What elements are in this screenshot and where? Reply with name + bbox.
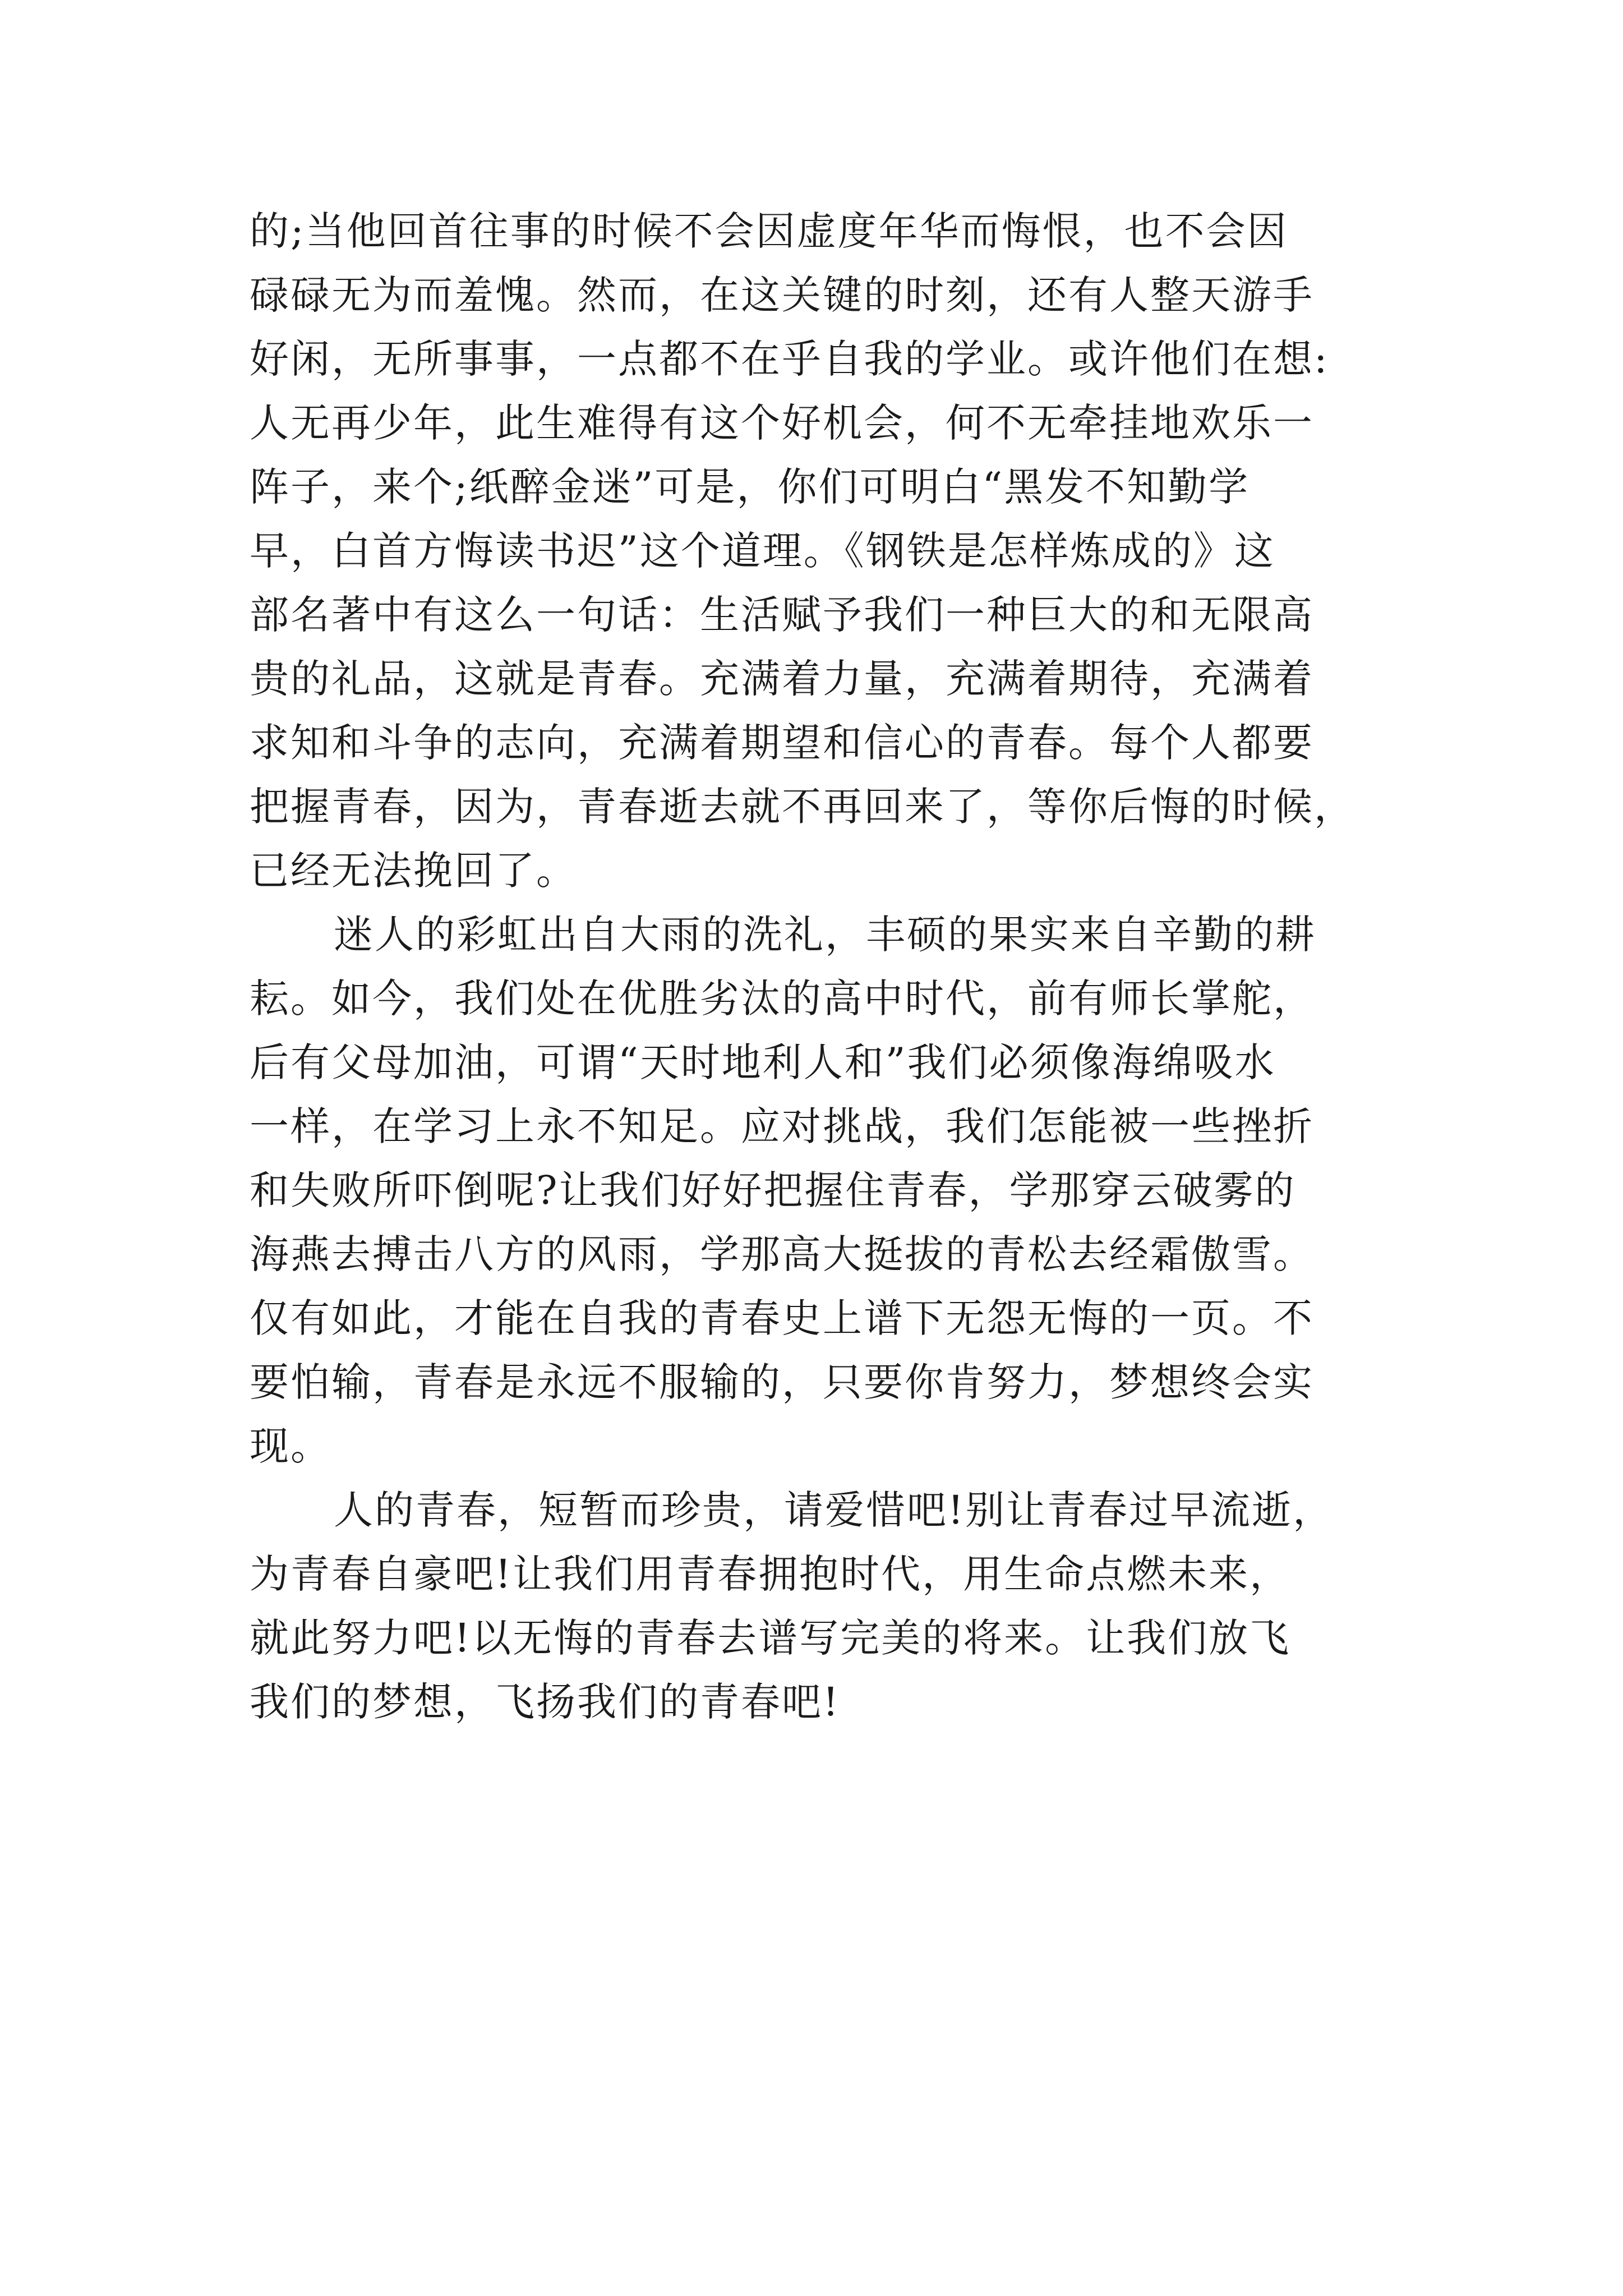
paragraph-line: 仅有如此，才能在自我的青春史上谱下无怨无悔的一页。不 bbox=[250, 1295, 1314, 1341]
paragraph-line: 碌碌无为而羞愧。然而，在这关键的时刻，还有人整天游手 bbox=[250, 272, 1314, 318]
paragraph-line: 好闲，无所事事，一点都不在乎自我的学业。或许他们在想: bbox=[250, 336, 1329, 382]
paragraph-line: 现。 bbox=[250, 1423, 331, 1469]
paragraph-line: 的;当他回首往事的时候不会因虚度年华而悔恨，也不会因 bbox=[250, 208, 1288, 254]
paragraph-line: 后有父母加油，可谓“天时地利人和”我们必须像海绵吸水 bbox=[250, 1039, 1276, 1085]
paragraph-line: 为青春自豪吧!让我们用青春拥抱时代，用生命点燃未来， bbox=[250, 1551, 1291, 1597]
paragraph-line: 要怕输，青春是永远不服输的，只要你肯努力，梦想终会实 bbox=[250, 1359, 1314, 1405]
paragraph-3 bbox=[250, 1478, 1416, 1734]
paragraph-first-line: 迷人的彩虹出自大雨的洗礼，丰硕的果实来自辛勤的耕 bbox=[334, 912, 1316, 958]
paragraph-line: 部名著中有这么一句话：生活赋予我们一种巨大的和无限高 bbox=[250, 592, 1314, 638]
paragraph-line: 海燕去搏击八方的风雨，学那高大挺拔的青松去经霜傲雪。 bbox=[250, 1231, 1314, 1277]
paragraph-line: 把握青春，因为，青春逝去就不再回来了，等你后悔的时候， bbox=[250, 784, 1355, 830]
paragraph-line: 已经无法挽回了。 bbox=[250, 848, 577, 894]
paragraph-line: 一样，在学习上永不知足。应对挑战，我们怎能被一些挫折 bbox=[250, 1103, 1314, 1149]
paragraph-line: 贵的礼品，这就是青春。充满着力量，充满着期待，充满着 bbox=[250, 656, 1314, 702]
paragraph-line: 人无再少年，此生难得有这个好机会，何不无牵挂地欢乐一 bbox=[250, 400, 1314, 446]
document-body bbox=[250, 199, 1416, 1734]
paragraph-line: 耘。如今，我们处在优胜劣汰的高中时代，前有师长掌舵， bbox=[250, 976, 1314, 1022]
paragraph-line: 我们的梦想，飞扬我们的青春吧! bbox=[250, 1679, 841, 1725]
paragraph-2 bbox=[250, 903, 1416, 1478]
paragraph-line: 就此努力吧!以无悔的青春去谱写完美的将来。让我们放飞 bbox=[250, 1615, 1291, 1661]
paragraph-1 bbox=[250, 199, 1416, 903]
paragraph-line: 阵子，来个;纸醉金迷”可是，你们可明白“黑发不知勤学 bbox=[250, 464, 1250, 510]
paragraph-line: 求知和斗争的志向，充满着期望和信心的青春。每个人都要 bbox=[250, 720, 1314, 766]
paragraph-line: 早，白首方悔读书迟”这个道理。《钢铁是怎样炼成的》这 bbox=[250, 528, 1275, 574]
paragraph-first-line: 人的青春，短暂而珍贵，请爱惜吧!别让青春过早流逝， bbox=[334, 1487, 1334, 1533]
paragraph-line: 和失败所吓倒呢?让我们好好把握住青春，学那穿云破雾的 bbox=[250, 1167, 1296, 1213]
